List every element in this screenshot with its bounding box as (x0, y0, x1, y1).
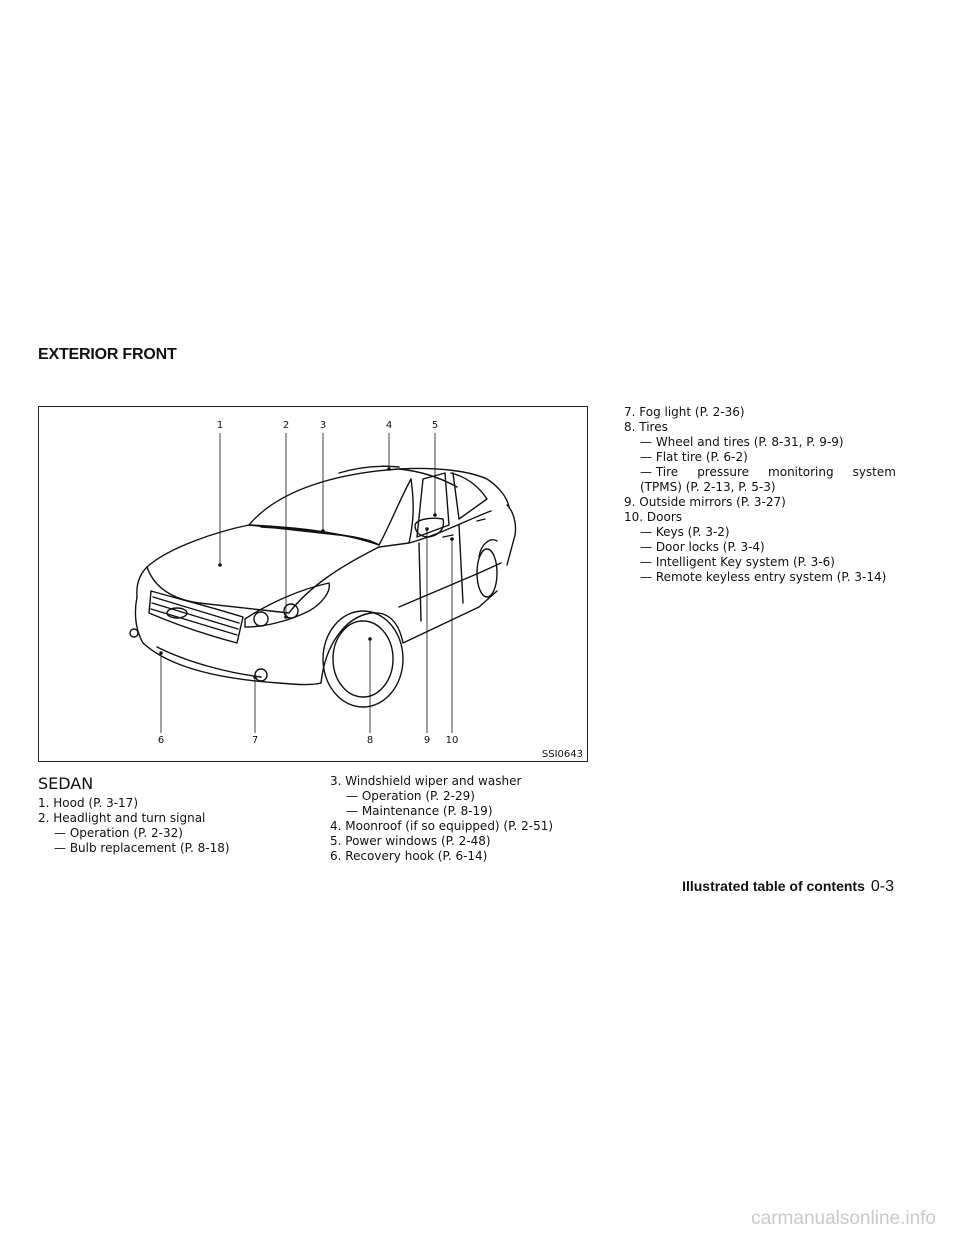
tpms-word: system (852, 465, 896, 479)
figure-code: SSI0643 (541, 749, 583, 760)
section-title: EXTERIOR FRONT (38, 346, 177, 363)
tpms-word: — Tire (640, 465, 679, 479)
car-illustration-figure (38, 406, 588, 762)
page-number: 0-3 (870, 878, 894, 895)
legend-subitem: — Flat tire (P. 6-2) (640, 450, 748, 464)
legend-item-10: 10. Doors (624, 510, 683, 524)
legend-subitem: — Bulb replacement (P. 8-18) (54, 841, 230, 855)
legend-item-7: 7. Fog light (P. 2-36) (624, 405, 745, 419)
callout-7: 7 (251, 735, 259, 746)
legend-item-5: 5. Power windows (P. 2-48) (330, 834, 491, 848)
callout-10: 10 (445, 735, 459, 746)
legend-subitem: — Remote keyless entry system (P. 3-14) (640, 570, 887, 584)
legend-column-2 (330, 774, 590, 864)
callout-8: 8 (366, 735, 374, 746)
legend-item-4: 4. Moonroof (if so equipped) (P. 2-51) (330, 819, 554, 833)
subheading-sedan: SEDAN (38, 774, 94, 793)
legend-subitem: — Operation (P. 2-32) (54, 826, 183, 840)
legend-subitem: — Door locks (P. 3-4) (640, 540, 765, 554)
legend-item-2: 2. Headlight and turn signal (38, 811, 206, 825)
legend-item-9: 9. Outside mirrors (P. 3-27) (624, 495, 786, 509)
legend-column-1 (38, 796, 288, 856)
legend-subitem: — Intelligent Key system (P. 3-6) (640, 555, 835, 569)
callout-2: 2 (282, 420, 290, 431)
legend-subitem: — Operation (P. 2-29) (346, 789, 475, 803)
legend-item-1: 1. Hood (P. 3-17) (38, 796, 138, 810)
callout-4: 4 (385, 420, 393, 431)
legend-item-8: 8. Tires (624, 420, 668, 434)
footer-section-label: Illustrated table of contents (682, 878, 865, 894)
legend-subitem-continued: (TPMS) (P. 2-13, P. 5-3) (640, 480, 776, 494)
legend-subitem-tpms (624, 465, 896, 480)
callout-6: 6 (157, 735, 165, 746)
page-footer (682, 878, 894, 896)
callout-3: 3 (319, 420, 327, 431)
watermark-text: carmanualsonline.info (751, 1208, 936, 1229)
legend-subitem: — Keys (P. 3-2) (640, 525, 730, 539)
callout-5: 5 (431, 420, 439, 431)
legend-item-6: 6. Recovery hook (P. 6-14) (330, 849, 488, 863)
tpms-word: monitoring (768, 465, 834, 479)
tpms-word: pressure (697, 465, 750, 479)
sedan-illustration (39, 407, 587, 761)
legend-subitem: — Wheel and tires (P. 8-31, P. 9-9) (640, 435, 844, 449)
callout-9: 9 (423, 735, 431, 746)
callout-1: 1 (216, 420, 224, 431)
legend-column-3 (624, 405, 896, 585)
legend-subitem: — Maintenance (P. 8-19) (346, 804, 493, 818)
legend-item-3: 3. Windshield wiper and washer (330, 774, 522, 788)
